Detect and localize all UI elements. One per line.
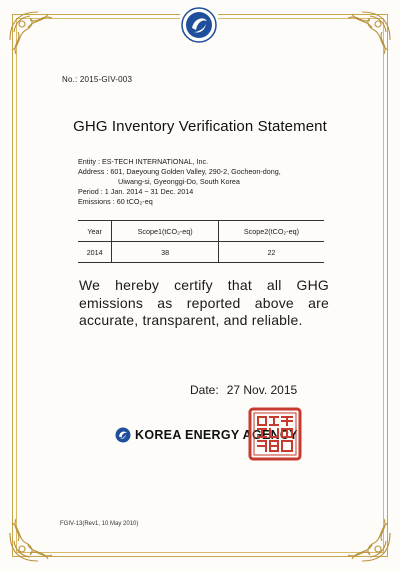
certification-statement: We hereby certify that all GHG emissions as reported above are accurate, transparent, and reliable. [79,277,329,328]
page-title: GHG Inventory Verification Statement [73,118,327,135]
column-header-scope2: Scope2(tCO₂-eq) [218,221,324,242]
issue-date [190,383,297,397]
emissions-table [78,220,324,263]
date-value: 27 Nov. 2015 [226,383,298,397]
korea-energy-agency-emblem-icon [180,6,218,44]
korea-energy-agency-logo-icon [115,427,131,443]
address-line-2: Uiwang-si, Gyeonggi-Do, South Korea [118,177,240,186]
official-seal-stamp [248,407,302,461]
address-line: Address : 601, Daeyoung Golden Valley, 290-2, Gocheon-dong, [78,167,281,176]
agency-name: KOREA ENERGY AGENCY [135,428,298,442]
table-header-row [78,221,324,242]
cell-scope1: 38 [112,242,219,263]
column-header-year: Year [78,221,112,242]
corner-ornament-icon [346,517,392,563]
document-number: No.: 2015-GIV-003 [62,75,133,84]
table-row [78,242,324,263]
date-label: Date: [190,383,219,397]
period-line: Period : 1 Jan. 2014 ~ 31 Dec. 2014 [78,187,194,196]
corner-ornament-icon [8,517,54,563]
emissions-line: Emissions : 60 tCO₂-eq [78,197,153,206]
column-header-scope1: Scope1(tCO₂-eq) [112,221,219,242]
corner-ornament-icon [346,10,392,56]
entity-info [78,157,281,207]
form-code-footer: FGIV-13(Rev1, 10 May 2010) [60,521,139,527]
cell-year: 2014 [78,242,112,263]
cell-scope2: 22 [218,242,324,263]
entity-line: Entity : ES-TECH INTERNATIONAL, Inc. [78,157,209,166]
corner-ornament-icon [8,10,54,56]
